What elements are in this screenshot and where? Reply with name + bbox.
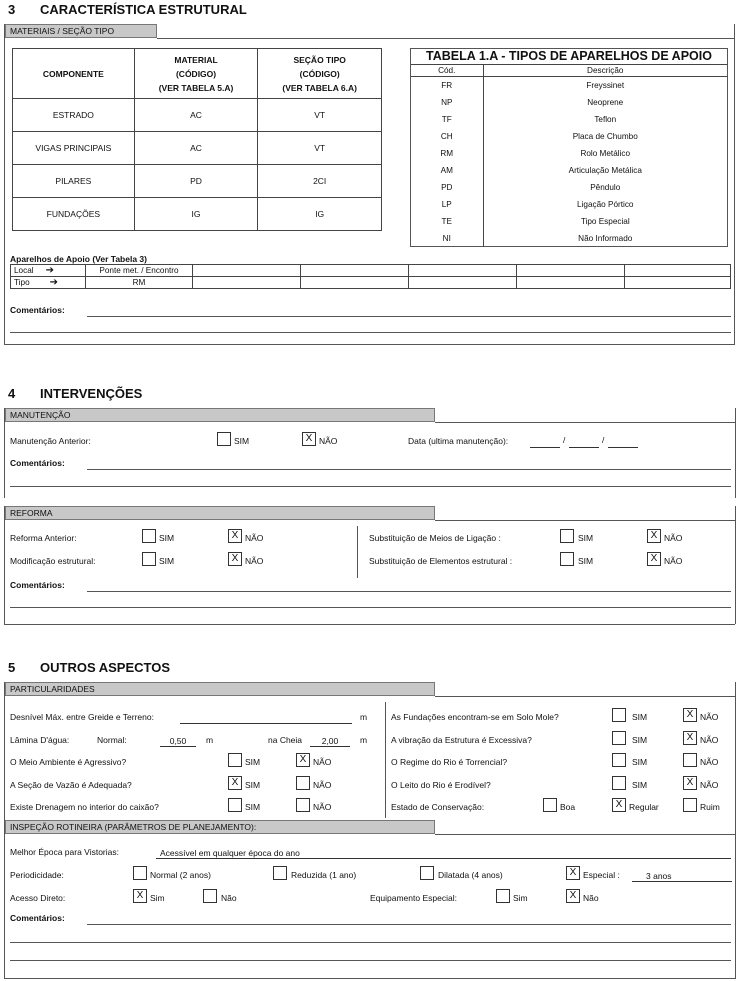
apoio-code: RM [411, 145, 483, 162]
apoio-desc: Neoprene [587, 97, 624, 107]
boa-label: Boa [560, 802, 576, 812]
comentarios-label: Comentários: [10, 913, 65, 923]
normal-field[interactable]: 0,50 [160, 736, 196, 747]
ruim-label: Ruim [700, 802, 720, 812]
nao-label: Não [221, 893, 237, 903]
bar-line [435, 834, 735, 835]
apoio-desc: Ligação Pórtico [577, 199, 634, 209]
desnivel-field[interactable] [180, 713, 352, 724]
grid-cell[interactable] [193, 265, 301, 277]
comment-line[interactable] [10, 942, 731, 943]
man-nao-checkbox[interactable]: X [302, 432, 316, 446]
date-slash: / [602, 435, 605, 445]
mat-header: COMPONENTE [13, 49, 135, 99]
unit-m: m [360, 712, 368, 722]
melhor-epoca-label: Melhor Época para Vistorias: [10, 847, 119, 857]
per-normal-label: Normal (2 anos) [150, 870, 211, 880]
mat-cell: IG [134, 198, 258, 231]
apoio-header: Cód. [411, 65, 483, 77]
reforma-anterior-label: Reforma Anterior: [10, 533, 77, 543]
apoio-code: CH [411, 128, 483, 145]
comment-line[interactable] [10, 960, 731, 961]
comment-line[interactable] [87, 316, 731, 317]
normal-label: Normal: [97, 735, 127, 745]
mat-cell: IG [258, 198, 382, 231]
sim-label: SIM [632, 780, 648, 790]
per-normal-checkbox[interactable] [133, 866, 147, 880]
nao-label: NÃO [700, 780, 719, 790]
nao-label: NÃO [319, 436, 338, 446]
per-reduzida-checkbox[interactable] [273, 866, 287, 880]
mat-cell: AC [134, 132, 258, 165]
mat-header: SEÇÃO TIPO (CÓDIGO) (VER TABELA 6.A) [258, 49, 382, 99]
vib-nao-checkbox[interactable]: X [683, 731, 697, 745]
tipo-value[interactable]: RM [86, 277, 193, 289]
cheia-label: na Cheia [268, 735, 303, 745]
sim-label: SIM [159, 533, 175, 543]
drenagem-label: Existe Drenagem no interior do caixão? [10, 802, 159, 812]
data-manutencao-label: Data (ultima manutenção): [408, 436, 509, 446]
frame-line [4, 408, 5, 498]
regime-label: O Regime do Rio é Torrencial? [391, 757, 508, 767]
nao-label: NÃO [664, 533, 683, 543]
manutencao-anterior-label: Manutenção Anterior: [10, 436, 91, 446]
particularidades-bar: PARTICULARIDADES [5, 682, 435, 696]
local-label: Local [14, 266, 34, 275]
comment-line[interactable] [10, 486, 731, 487]
sim-label: SIM [159, 556, 175, 566]
per-especial-field[interactable]: 3 anos [632, 871, 732, 882]
lamina-label: Lâmina D'água: [10, 735, 70, 745]
apoio-code: NP [411, 94, 483, 111]
comentarios-label: Comentários: [10, 580, 65, 590]
apoio-code: NI [411, 230, 483, 247]
equip-label: Equipamento Especial: [370, 893, 457, 903]
grid-cell[interactable] [625, 277, 731, 289]
nao-label: NÃO [700, 712, 719, 722]
date-year-field[interactable] [608, 437, 638, 448]
grid-cell[interactable] [193, 277, 301, 289]
date-day-field[interactable] [530, 437, 560, 448]
mat-cell: VT [258, 132, 382, 165]
arrow-right-icon: ➔ [49, 277, 59, 288]
bar-line [157, 38, 735, 39]
per-especial-checkbox[interactable]: X [566, 866, 580, 880]
acesso-nao-checkbox[interactable] [203, 889, 217, 903]
sim-label: SIM [234, 436, 250, 446]
ref-sim-checkbox[interactable] [142, 529, 156, 543]
apoio-code: TF [411, 111, 483, 128]
dren-sim-checkbox[interactable] [228, 798, 242, 812]
materials-table [12, 48, 382, 231]
apoio-types-table [410, 48, 728, 247]
comment-line[interactable] [10, 332, 731, 333]
nao-label: Não [583, 893, 599, 903]
leito-label: O Leito do Rio é Erodível? [391, 780, 491, 790]
grid-cell[interactable] [517, 265, 625, 277]
per-dilatada-checkbox[interactable] [420, 866, 434, 880]
frame-line [735, 408, 736, 498]
apoio-table-title: TABELA 1.A - TIPOS DE APARELHOS DE APOIO [411, 49, 727, 65]
sim-label: SIM [578, 533, 594, 543]
grid-cell[interactable] [409, 277, 517, 289]
tipo-label: Tipo [14, 278, 30, 287]
manutencao-bar: MANUTENÇÃO [5, 408, 435, 422]
materiais-bar: MATERIAIS / SEÇÃO TIPO [5, 24, 157, 38]
subst-ligacao-label: Substituição de Meios de Ligação : [369, 533, 501, 543]
inspecao-bar: INSPEÇÃO ROTINEIRA (PARÂMETROS DE PLANEJAMENTO): [5, 820, 435, 834]
grid-cell[interactable] [517, 277, 625, 289]
reg-sim-checkbox[interactable] [612, 753, 626, 767]
sim-label: SIM [632, 757, 648, 767]
section-divider [4, 344, 735, 345]
cheia-field[interactable]: 2,00 [310, 736, 350, 747]
mat-cell: VIGAS PRINCIPAIS [13, 132, 135, 165]
apoio-desc: Freyssinet [586, 80, 625, 90]
section-4-title: 4 INTERVENÇÕES [8, 386, 143, 401]
nao-label: NÃO [313, 780, 332, 790]
apoio-header: Descrição [483, 65, 727, 77]
comentarios-label: Comentários: [10, 458, 65, 468]
comment-line[interactable] [87, 591, 731, 592]
grid-cell[interactable] [625, 265, 731, 277]
ruim-checkbox[interactable] [683, 798, 697, 812]
sim-label: SIM [632, 712, 648, 722]
apoio-desc: Rolo Metálico [580, 148, 631, 158]
desnivel-label: Desnível Máx. entre Greide e Terreno: [10, 712, 154, 722]
regular-label: Regular [629, 802, 659, 812]
regular-checkbox[interactable]: X [612, 798, 626, 812]
mat-header: MATERIAL (CÓDIGO) (VER TABELA 5.A) [134, 49, 258, 99]
sim-label: SIM [578, 556, 594, 566]
mat-cell: PILARES [13, 165, 135, 198]
mat-cell: AC [134, 99, 258, 132]
mod-sim-checkbox[interactable] [142, 552, 156, 566]
vibracao-label: A vibração da Estrutura é Excessiva? [391, 735, 532, 745]
mod-nao-checkbox[interactable]: X [228, 552, 242, 566]
mat-cell: ESTRADO [13, 99, 135, 132]
nao-label: NÃO [245, 556, 264, 566]
melhor-epoca-field[interactable]: Acessível em qualquer época do ano [156, 848, 731, 859]
per-reduzida-label: Reduzida (1 ano) [291, 870, 357, 880]
sim-label: SIM [632, 735, 648, 745]
apoio-desc: Pêndulo [590, 182, 621, 192]
lig-nao-checkbox[interactable]: X [647, 529, 661, 543]
apoio-code: FR [411, 77, 483, 94]
nao-label: NÃO [245, 533, 264, 543]
mat-cell: FUNDAÇÕES [13, 198, 135, 231]
apoio-code: TE [411, 213, 483, 230]
comment-line[interactable] [10, 607, 731, 608]
grid-cell[interactable] [301, 277, 409, 289]
nao-label: NÃO [664, 556, 683, 566]
vazao-nao-checkbox[interactable] [296, 776, 310, 790]
vazao-sim-checkbox[interactable]: X [228, 776, 242, 790]
apoio-label: Aparelhos de Apoio (Ver Tabela 3) [10, 254, 147, 264]
secao-vazao-label: A Seção de Vazão é Adequada? [10, 780, 132, 790]
comment-line[interactable] [87, 469, 731, 470]
apoio-desc: Não Informado [578, 233, 633, 243]
subst-elementos-label: Substituição de Elementos estrutural : [369, 556, 513, 566]
frame-line [735, 506, 736, 624]
local-value[interactable]: Ponte met. / Encontro [86, 265, 193, 277]
unit-m: m [360, 735, 368, 745]
nao-label: NÃO [700, 757, 719, 767]
fund-sim-checkbox[interactable] [612, 708, 626, 722]
unit-m: m [206, 735, 214, 745]
equip-sim-checkbox[interactable] [496, 889, 510, 903]
meio-sim-checkbox[interactable] [228, 753, 242, 767]
sim-label: SIM [245, 757, 261, 767]
lig-sim-checkbox[interactable] [560, 529, 574, 543]
vib-sim-checkbox[interactable] [612, 731, 626, 745]
dren-nao-checkbox[interactable] [296, 798, 310, 812]
apoio-grid [10, 264, 731, 289]
frame-line [4, 506, 5, 624]
ref-nao-checkbox[interactable]: X [228, 529, 242, 543]
comment-line[interactable] [87, 924, 731, 925]
reg-nao-checkbox[interactable] [683, 753, 697, 767]
nao-label: NÃO [700, 735, 719, 745]
frame-line [735, 682, 736, 979]
meio-ambiente-label: O Meio Ambiente é Agressivo? [10, 757, 127, 767]
bar-line [435, 520, 735, 521]
reforma-bar: REFORMA [5, 506, 435, 520]
acesso-label: Acesso Direto: [10, 893, 66, 903]
leito-nao-checkbox[interactable]: X [683, 776, 697, 790]
section-divider [4, 978, 735, 979]
nao-label: NÃO [313, 802, 332, 812]
date-slash: / [563, 435, 566, 445]
arrow-right-icon: ➔ [45, 265, 54, 276]
equip-nao-checkbox[interactable]: X [566, 889, 580, 903]
date-month-field[interactable] [569, 437, 599, 448]
column-divider [357, 526, 358, 578]
section-5-title: 5 OUTROS ASPECTOS [8, 660, 171, 675]
meio-nao-checkbox[interactable]: X [296, 753, 310, 767]
section-divider [4, 624, 735, 625]
fund-nao-checkbox[interactable]: X [683, 708, 697, 722]
apoio-code: LP [411, 196, 483, 213]
apoio-code: PD [411, 179, 483, 196]
elem-nao-checkbox[interactable]: X [647, 552, 661, 566]
leito-sim-checkbox[interactable] [612, 776, 626, 790]
sim-label: SIM [245, 780, 261, 790]
grid-cell[interactable] [301, 265, 409, 277]
per-dilatada-label: Dilatada (4 anos) [438, 870, 503, 880]
mat-cell: 2CI [258, 165, 382, 198]
bar-line [435, 696, 735, 697]
mat-cell: VT [258, 99, 382, 132]
sim-label: Sim [150, 893, 165, 903]
estado-label: Estado de Conservação: [391, 802, 485, 812]
apoio-desc: Placa de Chumbo [572, 131, 638, 141]
apoio-code: AM [411, 162, 483, 179]
grid-cell[interactable] [409, 265, 517, 277]
apoio-desc: Teflon [594, 114, 617, 124]
apoio-desc: Articulação Metálica [568, 165, 642, 175]
modificacao-label: Modificação estrutural: [10, 556, 96, 566]
per-especial-label: Especial : [583, 870, 620, 880]
nao-label: NÃO [313, 757, 332, 767]
column-divider [385, 702, 386, 818]
elem-sim-checkbox[interactable] [560, 552, 574, 566]
periodicidade-label: Periodicidade: [10, 870, 64, 880]
sim-label: Sim [513, 893, 528, 903]
bar-line [435, 422, 735, 423]
section-3-title: 3 CARACTERÍSTICA ESTRUTURAL [8, 2, 247, 17]
boa-checkbox[interactable] [543, 798, 557, 812]
sim-label: SIM [245, 802, 261, 812]
apoio-desc: Tipo Especial [580, 216, 630, 226]
man-sim-checkbox[interactable] [217, 432, 231, 446]
comentarios-label: Comentários: [10, 305, 65, 315]
acesso-sim-checkbox[interactable]: X [133, 889, 147, 903]
mat-cell: PD [134, 165, 258, 198]
fundacoes-label: As Fundações encontram-se em Solo Mole? [391, 712, 559, 722]
